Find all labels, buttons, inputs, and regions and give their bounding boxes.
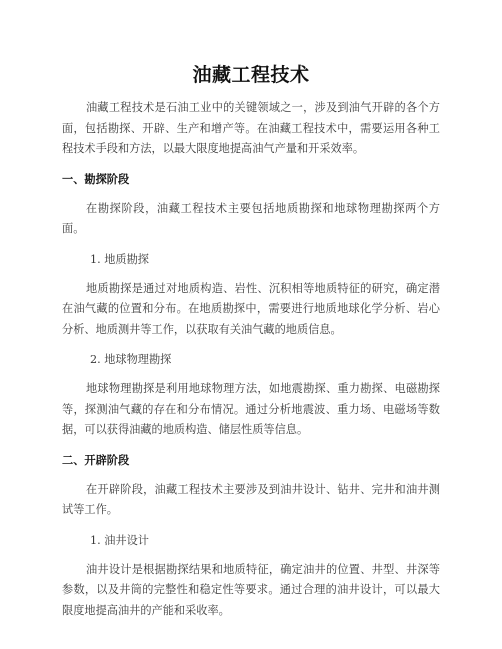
section-intro-development: 在开辟阶段，油藏工程技术主要涉及到油井设计、钻井、完井和油井测试等工作。 — [62, 482, 440, 516]
intro-paragraph: 油藏工程技术是石油工业中的关键领域之一，涉及到油气开辟的各个方面，包括勘探、开辟、生产和增产等。在油藏工程技术中，需要运用各种工程技术手段和方法，以最大限度地提高油气产量和开采效率。 — [62, 101, 440, 155]
document-body — [62, 98, 440, 631]
subsection-heading-geophysical: 2. 地球物理勘探 — [90, 353, 172, 366]
subsection-text-well-design: 油井设计是根据勘探结果和地质特征，确定油井的位置、井型、井深等参数，以及井筒的完整性和稳定性等要求。通过合理的油井设计，可以最大限度地提高油井的产能和采收率。 — [62, 562, 440, 617]
document-title: 油藏工程技术 — [192, 64, 310, 86]
section-heading-development: 二、开辟阶段 — [62, 453, 130, 467]
subsection-heading-geological: 1. 地质勘探 — [90, 252, 149, 266]
section-heading-exploration: 一、勘探阶段 — [62, 172, 130, 186]
subsection-heading-well-design: 1. 油井设计 — [90, 533, 149, 547]
subsection-text-geological: 地质勘探是通过对地质构造、岩性、沉积相等地质特征的研究，确定潜在油气藏的位置和分布。在地质勘探中，需要进行地质地球化学分析、岩心分析、地质测井等工作，以获取有关油气藏的地质信息。 — [62, 281, 440, 336]
section-intro-exploration: 在勘探阶段，油藏工程技术主要包括地质勘探和地球物理勘探两个方面。 — [62, 201, 440, 235]
subsection-text-geophysical: 地球物理勘探是利用地球物理方法，如地震勘探、重力勘探、电磁勘探等，探测油气藏的存在和分布情况。通过分析地震波、重力场、电磁场等数据，可以获得油藏的地质构造、储层性质等信息。 — [62, 382, 440, 436]
